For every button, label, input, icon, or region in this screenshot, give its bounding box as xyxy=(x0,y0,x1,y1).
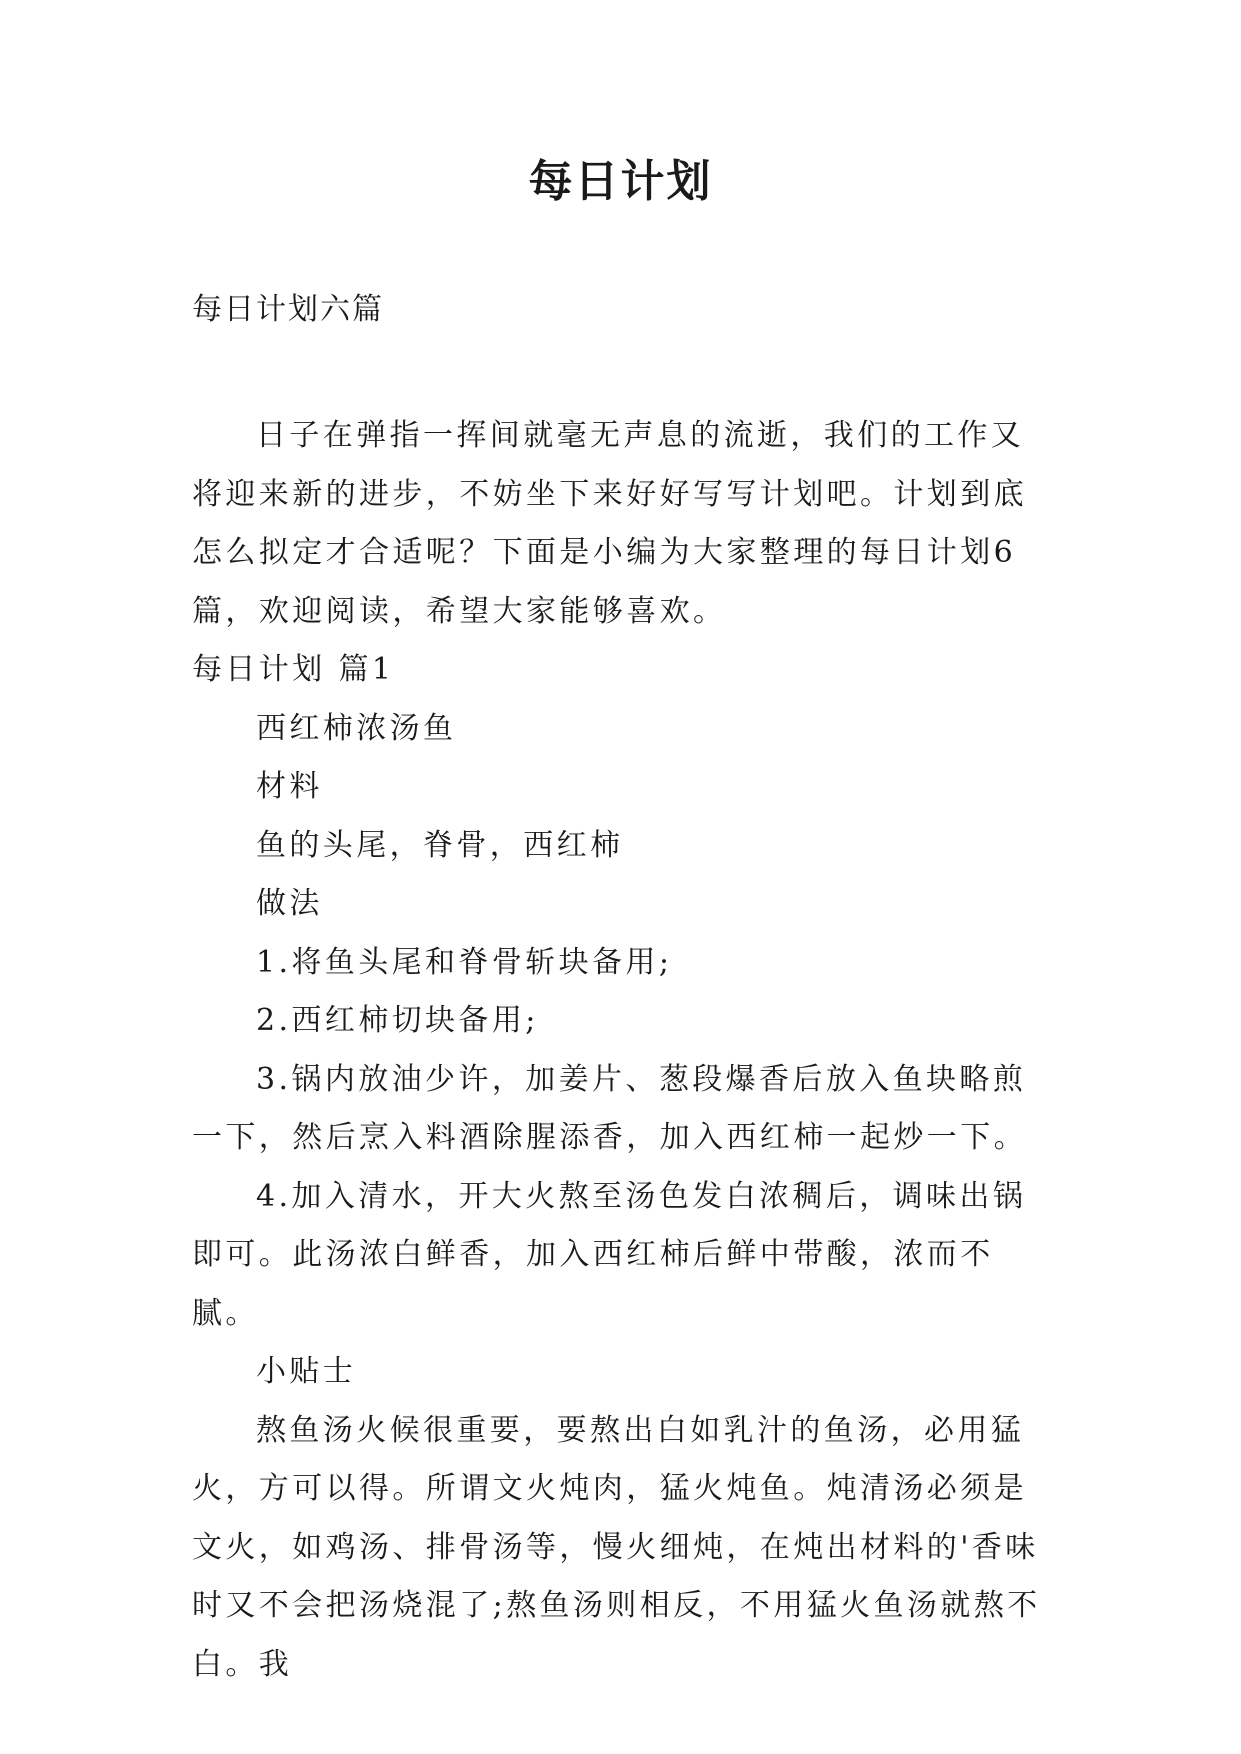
method-heading: 做法 xyxy=(256,886,323,921)
method-step: 1.将鱼头尾和脊骨斩块备用; xyxy=(256,944,673,980)
recipe-title: 西红柿浓汤鱼 xyxy=(256,710,457,746)
intro-paragraph: 日子在弹指一挥间就毫无声息的流逝，我们的工作又将迎来新的进步，不妨坐下来好好写写计划吧。计划到底怎么拟定才合适呢？下面是小编为大家整理的每日计划6篇，欢迎阅读，希望大家能够喜欢。 xyxy=(192,418,1027,629)
method-step: 2.西红柿切块备用; xyxy=(256,1003,539,1038)
tips-heading: 小贴士 xyxy=(256,1354,357,1389)
section-heading: 每日计划 篇1 xyxy=(192,652,395,687)
ingredients-heading: 材料 xyxy=(256,769,323,804)
method-step: 4.加入清水，开大火熬至汤色发白浓稠后，调味出锅即可。此汤浓白鲜香，加入西红柿后鲜中带酸，浓而不腻。 xyxy=(192,1178,1027,1331)
document-body xyxy=(192,407,1052,1694)
page-title: 每日计划 xyxy=(528,156,713,207)
method-step: 3.锅内放油少许，加姜片、葱段爆香后放入鱼块略煎一下，然后烹入料酒除腥添香，加入西红柿一起炒一下。 xyxy=(192,1061,1027,1155)
ingredients-list: 鱼的头尾，脊骨，西红柿 xyxy=(256,827,624,863)
page-subtitle: 每日计划六篇 xyxy=(192,292,384,327)
tips-paragraph: 熬鱼汤火候很重要，要熬出白如乳汁的鱼汤，必用猛火，方可以得。所谓文火炖肉，猛火炖鱼。炖清汤必须是文火，如鸡汤、排骨汤等，慢火细炖，在炖出材料的'香味时又不会把汤烧混了;熬鱼汤则相反，不用猛火鱼汤就熬不白。我 xyxy=(192,1412,1041,1682)
